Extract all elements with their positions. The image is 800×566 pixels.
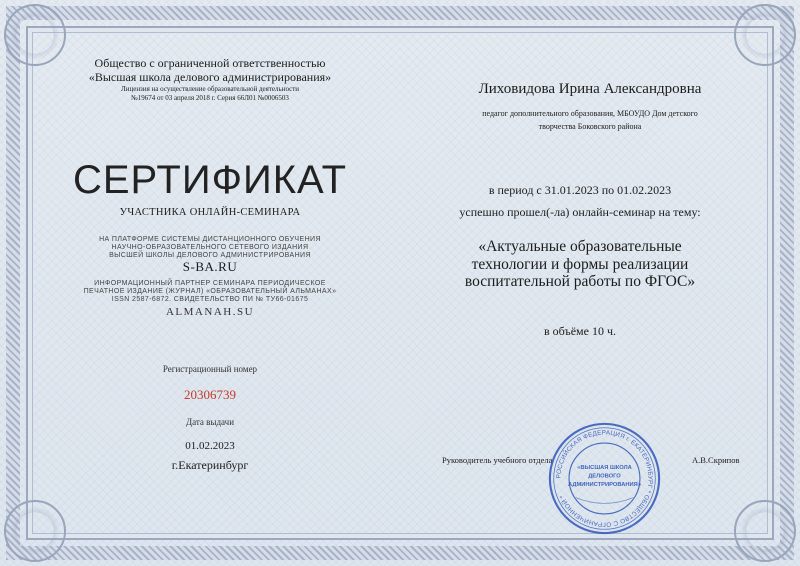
recipient-position bbox=[440, 107, 740, 133]
position-line2: творчества Боковского района bbox=[538, 122, 642, 131]
issue-date-label: Дата выдачи bbox=[185, 417, 235, 427]
organization-line2: «Высшая школа делового администрирования» bbox=[88, 70, 332, 84]
completion-text: успешно прошел(-ла) онлайн-семинар на тему: bbox=[459, 205, 701, 219]
registration-label: Регистрационный номер bbox=[162, 364, 258, 374]
topic-line3: воспитательной работы по ФГОС» bbox=[464, 273, 696, 290]
license-info bbox=[60, 85, 360, 102]
issue-date: 01.02.2023 bbox=[185, 440, 235, 452]
recipient-name: Лиховидова Ирина Александровна bbox=[478, 81, 702, 97]
seminar-topic bbox=[430, 238, 730, 291]
signer-name: А.В.Скрипов bbox=[692, 455, 740, 465]
issue-city: г.Екатеринбург bbox=[171, 458, 249, 472]
platform-line2: НАУЧНО-ОБРАЗОВАТЕЛЬНОГО СЕТЕВОГО ИЗДАНИЯ bbox=[111, 244, 309, 251]
svg-text:РОССИЙСКАЯ ФЕДЕРАЦИЯ г. ЕКАТЕР: РОССИЙСКАЯ ФЕДЕРАЦИЯ г. ЕКАТЕРИНБУРГ * ОБЩЕСТВО С ОГРАНИЧЕННОЙ * bbox=[555, 429, 654, 528]
platform-info bbox=[60, 236, 360, 260]
license-line2: №19674 от 03 апреля 2018 г. Серия 66Л01 №0006503 bbox=[131, 93, 289, 102]
topic-line1: «Актуальные образовательные bbox=[478, 238, 682, 255]
organization-line1: Общество с ограниченной ответственностью bbox=[94, 56, 326, 70]
partner-line2: ПЕЧАТНОЕ ИЗДАНИЕ (ЖУРНАЛ) «ОБРАЗОВАТЕЛЬНЫЙ АЛЬМАНАХ» bbox=[83, 288, 337, 295]
partner-line3: ISSN 2587-6872. СВИДЕТЕЛЬСТВО ПИ № ТУ66-01675 bbox=[111, 296, 309, 303]
corner-rosette-icon bbox=[4, 500, 66, 562]
partner-info bbox=[60, 280, 360, 304]
seminar-period: в период с 31.01.2023 по 01.02.2023 bbox=[488, 183, 672, 197]
svg-text:«ВЫСШАЯ ШКОЛА: «ВЫСШАЯ ШКОЛА bbox=[577, 464, 632, 471]
certificate-subtitle: УЧАСТНИКА ОНЛАЙН-СЕМИНАРА bbox=[119, 207, 301, 218]
registration-number: 20306739 bbox=[184, 387, 236, 402]
corner-rosette-icon bbox=[734, 500, 796, 562]
topic-line2: технологии и формы реализации bbox=[471, 255, 689, 273]
position-line1: педагог дополнительного образования, МБОУДО Дом детского bbox=[482, 109, 698, 118]
svg-text:АДМИНИСТРИРОВАНИЯ»: АДМИНИСТРИРОВАНИЯ» bbox=[567, 482, 642, 489]
platform-site: S-BA.RU bbox=[182, 259, 238, 274]
seminar-volume: в объёме 10 ч. bbox=[544, 324, 616, 338]
platform-line1: НА ПЛАТФОРМЕ СИСТЕМЫ ДИСТАНЦИОННОГО ОБУЧЕНИЯ bbox=[99, 236, 321, 243]
platform-line3: ВЫСШЕЙ ШКОЛЫ ДЕЛОВОГО АДМИНИСТРИРОВАНИЯ bbox=[109, 252, 311, 259]
organization-stamp-icon bbox=[547, 421, 662, 536]
svg-text:ДЕЛОВОГО: ДЕЛОВОГО bbox=[588, 473, 621, 480]
certificate-title: СЕРТИФИКАТ bbox=[72, 158, 348, 202]
license-line1: Лицензия на осуществление образовательной деятельности bbox=[120, 85, 300, 93]
partner-line1: ИНФОРМАЦИОННЫЙ ПАРТНЕР СЕМИНАРА ПЕРИОДИЧЕСКОЕ bbox=[94, 280, 326, 287]
head-of-department-label: Руководитель учебного отдела bbox=[442, 455, 553, 465]
corner-rosette-icon bbox=[734, 4, 796, 66]
corner-rosette-icon bbox=[4, 4, 66, 66]
partner-site: ALMANAH.SU bbox=[165, 306, 255, 318]
